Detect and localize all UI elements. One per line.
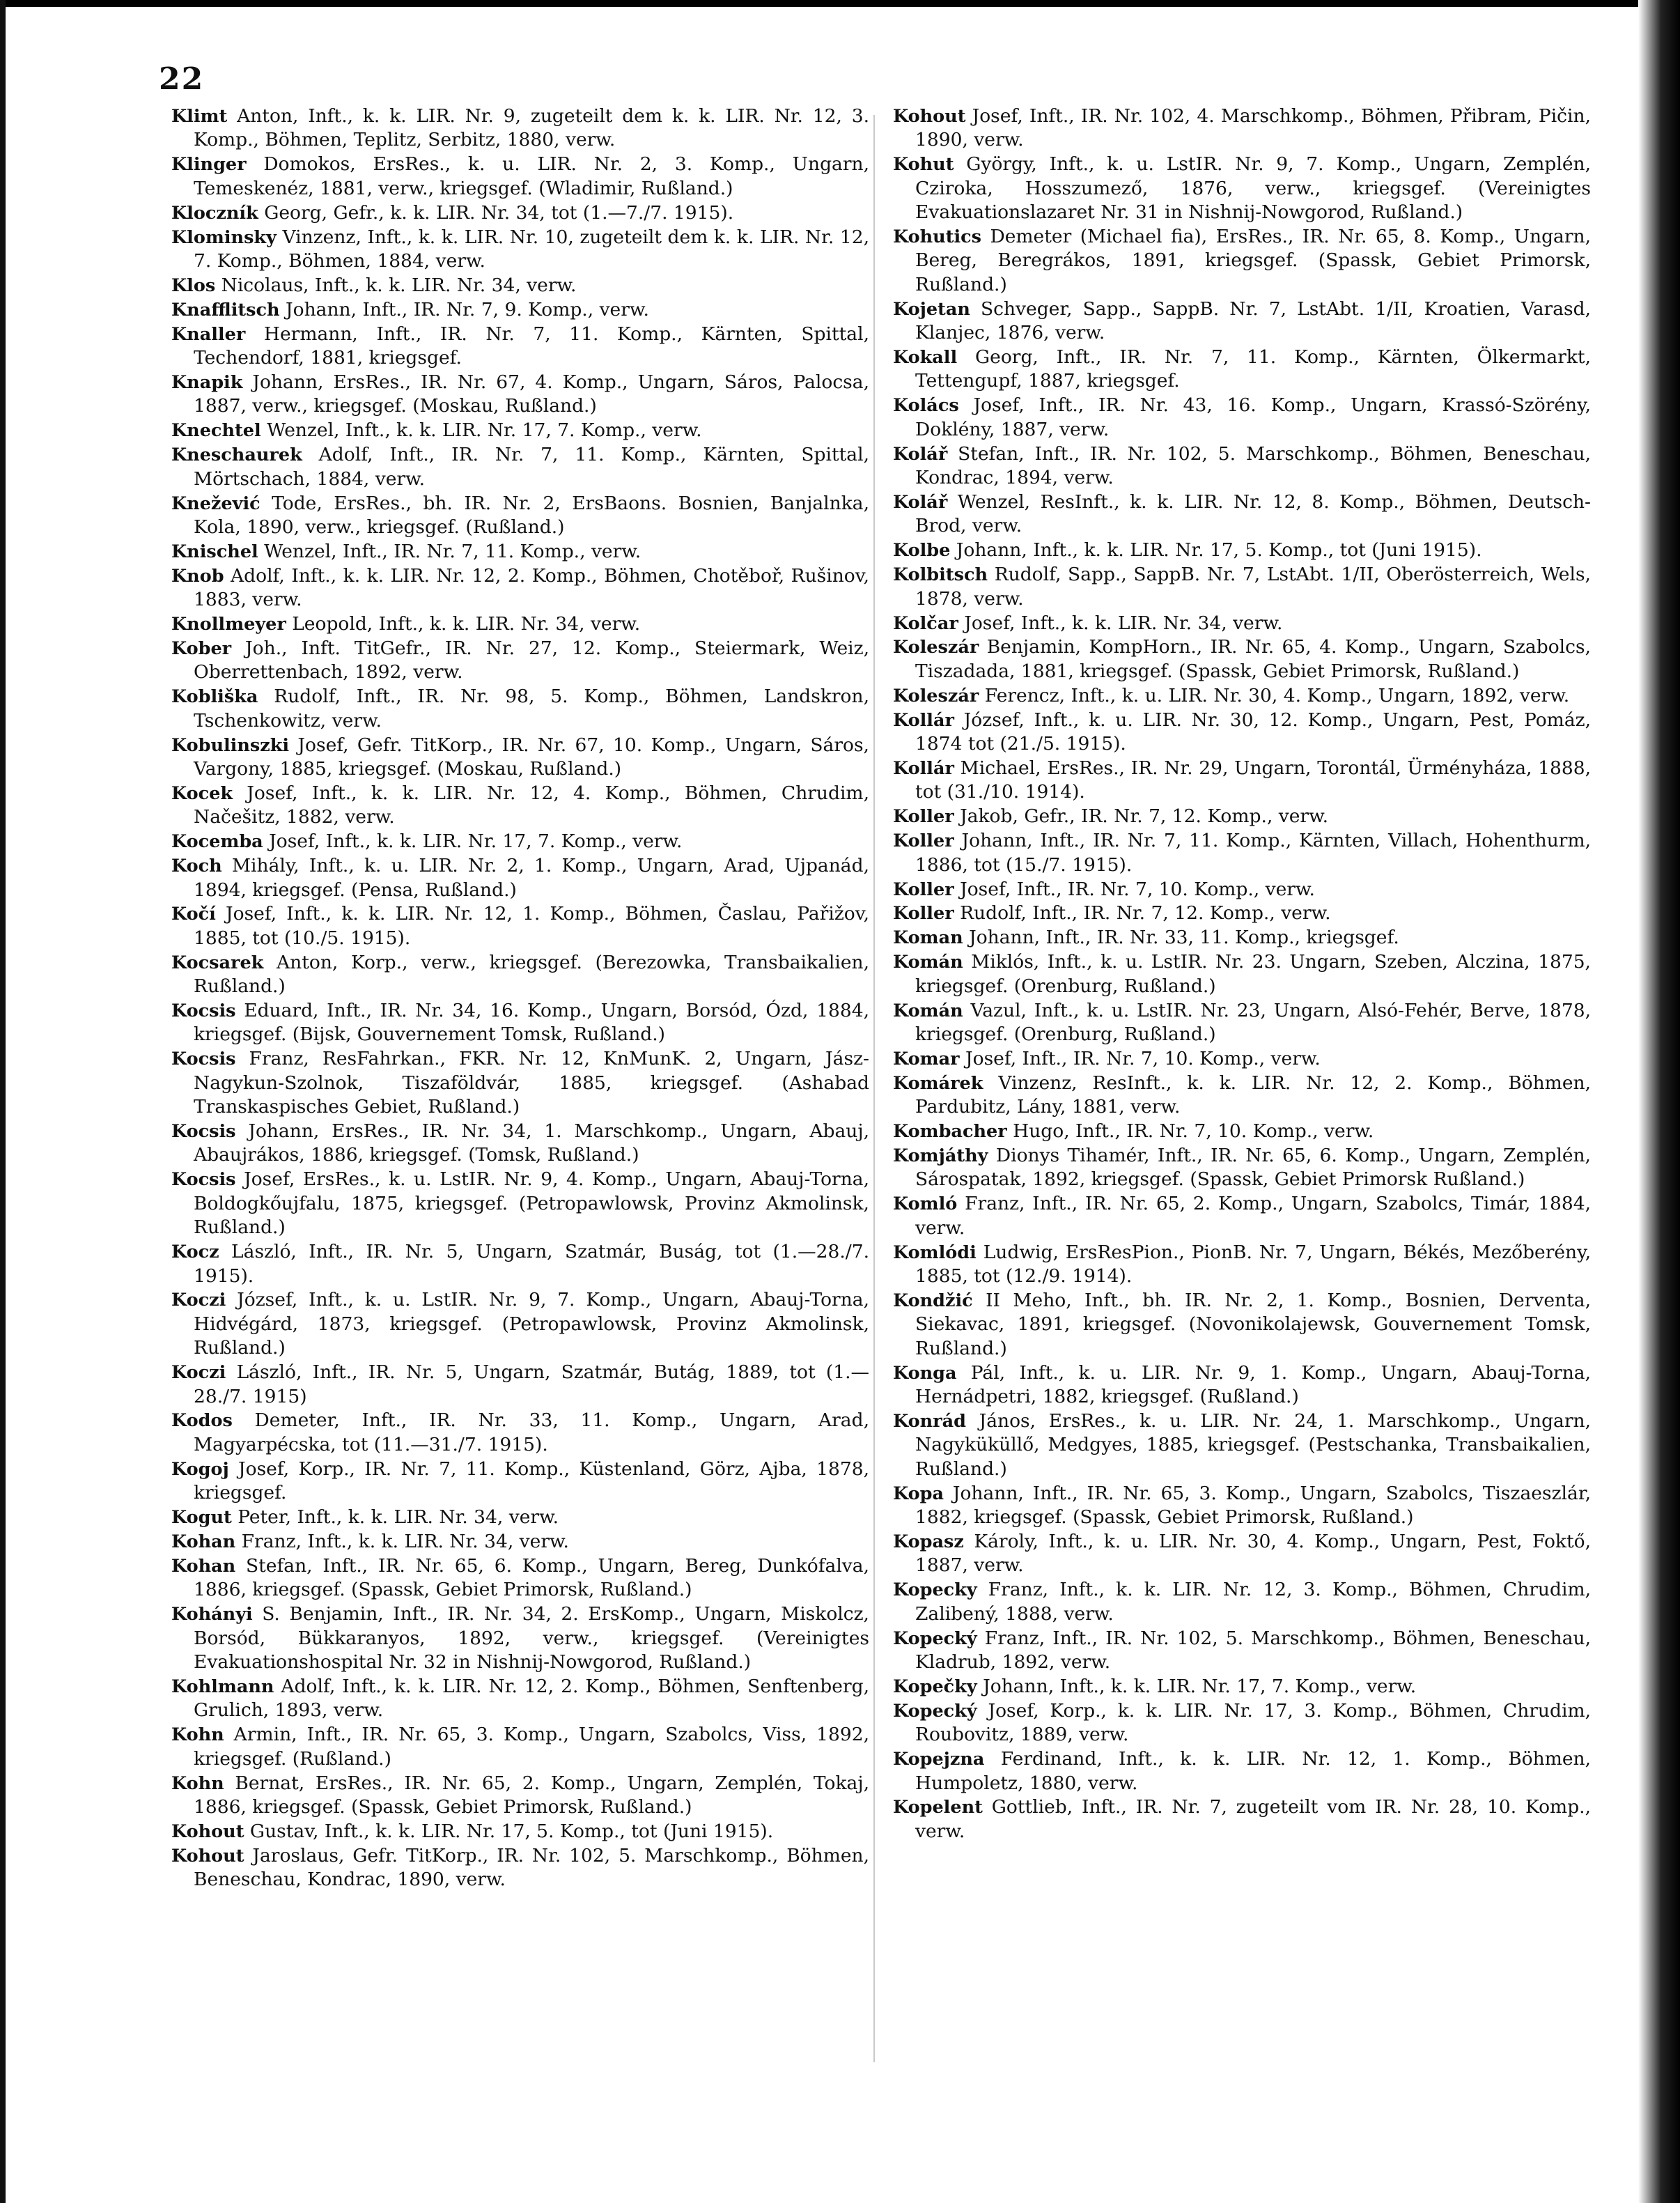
entry-surname: Kocz (171, 1242, 219, 1263)
entry-surname: Kohányi (171, 1604, 253, 1625)
entry-surname: Kopecky (893, 1579, 977, 1601)
list-entry (893, 346, 1591, 394)
entry-details: II Meho, Inft., bh. IR. Nr. 2, 1. Komp., Bosnien, Derventa, Siekavac, 1891, kriegsgef. (Novonikolajewsk, Gouvernement Tomsk, Rußland.) (915, 1289, 1591, 1359)
list-entry (893, 1289, 1591, 1361)
list-entry (893, 442, 1591, 490)
entry-surname: Koller (893, 879, 954, 900)
list-entry (893, 1578, 1591, 1626)
entry-details: Wenzel, Inft., k. k. LIR. Nr. 17, 7. Komp., verw. (260, 419, 702, 442)
entry-surname: Kolář (893, 492, 948, 513)
entry-surname: Kober (171, 637, 232, 659)
list-entry (893, 1699, 1591, 1747)
list-entry (171, 1530, 869, 1554)
entry-details: Vazul, Inft., k. u. LstIR. Nr. 23, Ungarn, Alsó-Fehér, Berve, 1878, kriegsgef. (Orenburg, Rußland.) (915, 999, 1591, 1045)
list-entry (171, 1458, 869, 1506)
entry-details: Franz, Inft., IR. Nr. 65, 2. Komp., Ungarn, Szabolcs, Timár, 1884, verw. (915, 1193, 1591, 1239)
list-entry (171, 1554, 869, 1602)
list-entry (171, 902, 869, 950)
entry-surname: Koller (893, 903, 954, 925)
entry-details: Joh., Inft. TitGefr., IR. Nr. 27, 12. Komp., Steiermark, Weiz, Oberrettenbach, 1892, verw. (194, 637, 869, 683)
entry-surname: Knafflitsch (171, 299, 280, 320)
entry-details: Hugo, Inft., IR. Nr. 7, 10. Komp., verw. (1006, 1120, 1374, 1143)
entry-surname: Knaller (171, 323, 246, 345)
entry-surname: Kopecký (893, 1628, 977, 1649)
entry-surname: Knischel (171, 541, 258, 562)
list-entry (893, 1747, 1591, 1795)
entry-surname: Kohn (171, 1724, 224, 1746)
entry-details: Gustav, Inft., k. k. LIR. Nr. 17, 5. Komp., tot (Juni 1915). (244, 1820, 774, 1842)
entry-details: Demeter, Inft., IR. Nr. 33, 11. Komp., Ungarn, Arad, Magyarpécska, tot (11.—31./7. 1915). (194, 1409, 869, 1455)
entry-details: Ferdinand, Inft., k. k. LIR. Nr. 12, 1. Komp., Böhmen, Humpoletz, 1880, verw. (915, 1748, 1591, 1794)
entry-surname: Koman (893, 927, 963, 949)
entry-surname: Kohlmann (171, 1676, 274, 1697)
entry-details: Rudolf, Sapp., SappB. Nr. 7, LstAbt. 1/II, Oberösterreich, Wels, 1878, verw. (915, 564, 1591, 610)
list-entry (171, 1675, 869, 1723)
entry-surname: Kohout (171, 1845, 244, 1866)
entry-details: Josef, Inft., IR. Nr. 7, 10. Komp., verw. (954, 878, 1315, 900)
entry-details: Leopold, Inft., k. k. LIR. Nr. 34, verw. (286, 613, 641, 635)
entry-surname: Komar (893, 1048, 960, 1069)
list-entry (893, 635, 1591, 683)
list-entry (171, 419, 869, 442)
entry-details: Josef, Inft., k. k. LIR. Nr. 12, 1. Komp., Böhmen, Časlau, Pařižov, 1885, tot (10./5. 1915). (194, 903, 869, 949)
list-entry (893, 1361, 1591, 1409)
entry-surname: Kogoj (171, 1458, 229, 1480)
entry-details: Johann, Inft., IR. Nr. 7, 11. Komp., Kärnten, Villach, Hohenthurm, 1886, tot (15./7. 1915). (915, 830, 1591, 876)
entry-details: Ferencz, Inft., k. u. LIR. Nr. 30, 4. Komp., Ungarn, 1892, verw. (979, 684, 1570, 706)
entry-surname: Kopečky (893, 1676, 977, 1697)
list-entry (171, 612, 869, 636)
entry-surname: Knapik (171, 371, 243, 393)
entry-surname: Kolbe (893, 540, 951, 562)
entry-surname: Kolbitsch (893, 564, 988, 586)
entry-details: Josef, Inft., k. k. LIR. Nr. 34, verw. (958, 612, 1283, 634)
entry-surname: Kohutics (893, 226, 982, 248)
entry-surname: Kogut (171, 1507, 232, 1529)
entry-details: Adolf, Inft., k. k. LIR. Nr. 12, 2. Komp., Böhmen, Senftenberg, Grulich, 1893, verw. (194, 1675, 869, 1722)
list-entry (893, 1072, 1591, 1120)
list-entry (893, 684, 1591, 708)
list-entry (893, 297, 1591, 346)
entry-surname: Komán (893, 952, 963, 973)
entry-details: Schveger, Sapp., SappB. Nr. 7, LstAbt. 1/II, Kroatien, Varasd, Klanjec, 1876, verw. (915, 297, 1591, 344)
list-entry (171, 564, 869, 612)
list-entry (893, 709, 1591, 757)
entry-surname: Kobliška (171, 686, 258, 708)
entry-details: Johann, Inft., IR. Nr. 65, 3. Komp., Ungarn, Szabolcs, Tiszaeszlár, 1882, kriegsgef. (Spassk, Gebiet Primorsk, Rußland.) (915, 1482, 1591, 1529)
entry-surname: Kocemba (171, 831, 263, 853)
list-entry (171, 105, 869, 153)
entry-surname: Kohout (171, 1821, 244, 1842)
entry-details: Johann, Inft., IR. Nr. 7, 9. Komp., verw. (279, 298, 649, 320)
list-entry (171, 782, 869, 830)
list-entry (171, 1409, 869, 1457)
entry-details: József, Inft., k. u. LIR. Nr. 30, 12. Komp., Ungarn, Pest, Pomáz, 1874 tot (21./5. 1915). (915, 709, 1591, 755)
entry-surname: Koleszár (893, 685, 979, 706)
list-entry (893, 1482, 1591, 1530)
list-entry (893, 612, 1591, 635)
entry-details: Josef, Korp., k. k. LIR. Nr. 17, 3. Komp., Böhmen, Chrudim, Roubovitz, 1889, verw. (915, 1699, 1591, 1746)
entry-details: Josef, Gefr. TitKorp., IR. Nr. 67, 10. Komp., Ungarn, Sáros, Vargony, 1885, kriegsgef. (Moskau, Rußland.) (194, 734, 869, 780)
entry-details: Johann, ErsRes., IR. Nr. 67, 4. Komp., Ungarn, Sáros, Palocsa, 1887, verw., kriegsgef. (Moskau, Rußland.) (194, 371, 869, 417)
list-entry (893, 105, 1591, 153)
entry-details: Rudolf, Inft., IR. Nr. 98, 5. Komp., Böhmen, Landskron, Tschenkowitz, verw. (194, 686, 869, 732)
entry-details: Eduard, Inft., IR. Nr. 34, 16. Komp., Ungarn, Borsód, Ózd, 1884, kriegsgef. (Bijsk, Gouvernement Tomsk, Rußland.) (194, 1000, 869, 1046)
entry-surname: Kopelent (893, 1797, 983, 1818)
entry-details: Mihály, Inft., k. u. LIR. Nr. 2, 1. Komp., Ungarn, Arad, Ujpanád, 1894, kriegsgef. (Pensa, Rußland.) (194, 855, 869, 901)
entry-surname: Kocsis (171, 1169, 236, 1191)
list-entry (171, 1361, 869, 1409)
entry-surname: Knollmeyer (171, 614, 286, 635)
list-entry (893, 1795, 1591, 1843)
entry-details: S. Benjamin, Inft., IR. Nr. 34, 2. ErsKomp., Ungarn, Miskolcz, Borsód, Bükkaranyos, 1892, verw., kriegsgef. (Vereinigtes Evakuationshospital Nr. 32 in Nishnij-Nowgorod, Rußland.) (194, 1603, 869, 1673)
entry-details: Demeter (Michael fia), ErsRes., IR. Nr. 65, 8. Komp., Ungarn, Bereg, Beregrákos, 1891, kriegsgef. (Spassk, Gebiet Primorsk, Rußland.) (915, 226, 1591, 295)
entry-surname: Kollár (893, 709, 954, 731)
entry-details: Adolf, Inft., IR. Nr. 7, 11. Komp., Kärnten, Spittal, Mörtschach, 1884, verw. (194, 444, 869, 490)
list-entry (171, 951, 869, 999)
list-entry (893, 1192, 1591, 1240)
list-entry (171, 492, 869, 540)
entry-details: József, Inft., k. u. LstIR. Nr. 9, 7. Komp., Ungarn, Abauj-Torna, Hidvégárd, 1873, kriegsgef. (Petropawlowsk, Provinz Akmolinsk, Rußland.) (194, 1289, 869, 1359)
entry-details: Adolf, Inft., k. k. LIR. Nr. 12, 2. Komp., Böhmen, Chotěboř, Rušinov, 1883, verw. (194, 564, 869, 611)
list-entry (171, 443, 869, 491)
entry-details: Johann, Inft., k. k. LIR. Nr. 17, 5. Komp., tot (Juni 1915). (950, 539, 1482, 562)
entry-details: Miklós, Inft., k. u. LstIR. Nr. 23. Ungarn, Szeben, Alczina, 1875, kriegsgef. (Orenburg, Rußland.) (915, 951, 1591, 997)
entry-surname: Kočí (171, 904, 216, 925)
entry-surname: Komlódi (893, 1242, 977, 1263)
list-entry (171, 371, 869, 419)
list-entry (893, 225, 1591, 297)
list-entry (171, 298, 869, 322)
entry-surname: Kneschaurek (171, 445, 302, 466)
list-entry (893, 1530, 1591, 1578)
list-entry (171, 830, 869, 853)
entry-surname: Kokall (893, 347, 958, 369)
entry-details: Anton, Korp., verw., kriegsgef. (Berezowka, Transbaikalien, Rußland.) (194, 951, 869, 998)
list-entry (171, 1844, 869, 1892)
entry-surname: Komán (893, 1000, 963, 1021)
entry-details: Domokos, ErsRes., k. u. LIR. Nr. 2, 3. Komp., Ungarn, Temeskenéz, 1881, verw., kriegsgef. (Wladimir, Rußland.) (194, 153, 869, 199)
entry-surname: Kopa (893, 1483, 944, 1504)
list-entry (893, 490, 1591, 539)
entry-surname: Kopecký (893, 1700, 977, 1722)
entry-details: Georg, Inft., IR. Nr. 7, 11. Komp., Kärnten, Ölkermarkt, Tettengupf, 1887, kriegsgef. (915, 346, 1591, 392)
entry-surname: Kolács (893, 395, 959, 417)
list-entry (893, 394, 1591, 442)
list-entry (893, 1144, 1591, 1192)
entry-details: Josef, ErsRes., k. u. LstIR. Nr. 9, 4. Komp., Ungarn, Abauj-Torna, Boldogkőujfalu, 1875, kriegsgef. (Petropawlowsk, Provinz Akmolinsk, Rußland.) (194, 1168, 869, 1239)
entry-details: László, Inft., IR. Nr. 5, Ungarn, Szatmár, Buság, tot (1.—28./7. 1915). (194, 1241, 869, 1287)
entry-details: Franz, ResFahrkan., FKR. Nr. 12, KnMunK. 2, Ungarn, Jász-Nagykun-Szolnok, Tiszaföldvár, 1885, kriegsgef. (Ashabad Transkaspisches Gebiet, Rußland.) (194, 1048, 869, 1118)
list-entry (893, 1627, 1591, 1675)
entry-details: Josef, Inft., k. k. LIR. Nr. 17, 7. Komp., verw. (263, 830, 683, 853)
list-entry (893, 829, 1591, 877)
list-entry (171, 1820, 869, 1843)
entry-details: Josef, Inft., IR. Nr. 7, 10. Komp., verw. (959, 1047, 1321, 1069)
entry-surname: Koller (893, 830, 954, 852)
list-entry (893, 153, 1591, 224)
list-entry (171, 274, 869, 297)
entry-surname: Kocsarek (171, 952, 264, 973)
entry-details: Gottlieb, Inft., IR. Nr. 7, zugeteilt vom IR. Nr. 28, 10. Komp., verw. (915, 1796, 1591, 1842)
entry-surname: Knechtel (171, 420, 261, 442)
entry-surname: Koczi (171, 1290, 226, 1311)
entry-surname: Konga (893, 1362, 957, 1384)
list-entry (171, 734, 869, 782)
entry-surname: Knežević (171, 493, 260, 514)
entry-surname: Komjáthy (893, 1145, 988, 1166)
scan-border-left (0, 0, 6, 2203)
list-entry (893, 950, 1591, 998)
entry-surname: Kondžić (893, 1290, 973, 1311)
list-entry (171, 1602, 869, 1674)
entry-details: Wenzel, ResInft., k. k. LIR. Nr. 12, 8. Komp., Böhmen, Deutsch-Brod, verw. (915, 491, 1591, 537)
entry-details: Johann, ErsRes., IR. Nr. 34, 1. Marschkomp., Ungarn, Abauj, Abaujrákos, 1886, kriegsgef. (Tomsk, Rußland.) (194, 1120, 869, 1166)
entry-surname: Kocsis (171, 1121, 236, 1143)
page-number: 22 (159, 61, 205, 97)
list-entry (171, 1288, 869, 1360)
entry-details: Hermann, Inft., IR. Nr. 7, 11. Komp., Kärnten, Spittal, Techendorf, 1881, kriegsgef. (194, 323, 869, 369)
scan-border-top (0, 0, 1680, 7)
list-entry (171, 999, 869, 1047)
column-divider (873, 115, 875, 2062)
entry-surname: Kohut (893, 154, 954, 176)
scan-border-right (1638, 0, 1680, 2203)
entry-surname: Klinger (171, 154, 247, 176)
entry-details: Franz, Inft., k. k. LIR. Nr. 34, verw. (235, 1530, 569, 1552)
entry-surname: Koller (893, 806, 954, 828)
list-entry (171, 540, 869, 564)
entry-details: Johann, Inft., IR. Nr. 33, 11. Komp., kriegsgef. (963, 927, 1399, 949)
entry-details: Nicolaus, Inft., k. k. LIR. Nr. 34, verw. (215, 274, 577, 296)
list-entry (893, 1241, 1591, 1289)
entry-details: Georg, Gefr., k. k. LIR. Nr. 34, tot (1.—7./7. 1915). (258, 201, 734, 224)
entry-details: Dionys Tihamér, Inft., IR. Nr. 65, 6. Komp., Ungarn, Zemplén, Sárospatak, 1892, kriegsgef. (Spassk, Gebiet Primorsk Rußland.) (915, 1144, 1591, 1191)
entry-surname: Komárek (893, 1072, 983, 1094)
list-entry (171, 153, 869, 201)
entry-surname: Kohout (893, 106, 966, 127)
entry-details: György, Inft., k. u. LstIR. Nr. 9, 7. Komp., Ungarn, Zemplén, Cziroka, Hosszumező, 1876, verw., kriegsgef. (Vereinigtes Evakuationslazaret Nr. 31 in Nishnij-Nowgorod, Rußland.) (915, 153, 1591, 224)
entry-details: Bernat, ErsRes., IR. Nr. 65, 2. Komp., Ungarn, Zemplén, Tokaj, 1886, kriegsgef. (Spassk, Gebiet Primorsk, Rußland.) (194, 1772, 869, 1818)
list-entry (893, 878, 1591, 902)
entry-details: Jaroslaus, Gefr. TitKorp., IR. Nr. 102, 5. Marschkomp., Böhmen, Beneschau, Kondrac, 1890, verw. (194, 1844, 869, 1891)
entry-details: Wenzel, Inft., IR. Nr. 7, 11. Komp., verw. (258, 540, 641, 562)
entry-surname: Kocsis (171, 1000, 236, 1022)
entry-surname: Konrád (893, 1410, 966, 1432)
entry-details: János, ErsRes., k. u. LIR. Nr. 24, 1. Marschkomp., Ungarn, Nagyküküllő, Medgyes, 1885, kriegsgef. (Pestschanka, Transbaikalien, Rußland.) (915, 1409, 1591, 1480)
list-entry (171, 1772, 869, 1820)
entry-details: Rudolf, Inft., IR. Nr. 7, 12. Komp., verw. (954, 902, 1331, 925)
entry-details: Johann, Inft., k. k. LIR. Nr. 17, 7. Komp., verw. (977, 1675, 1417, 1697)
entry-surname: Kohn (171, 1772, 224, 1794)
entry-details: Anton, Inft., k. k. LIR. Nr. 9, zugeteilt dem k. k. LIR. Nr. 12, 3. Komp., Böhmen, Teplitz, Serbitz, 1880, verw. (194, 105, 869, 151)
entry-details: Josef, Inft., IR. Nr. 102, 4. Marschkomp., Böhmen, Přibram, Pičin, 1890, verw. (915, 105, 1591, 151)
list-entry (893, 563, 1591, 611)
entry-details: Benjamin, KompHorn., IR. Nr. 65, 4. Komp., Ungarn, Szabolcs, Tiszadada, 1881, kriegsgef. (Spassk, Gebiet Primorsk, Rußland.) (915, 636, 1591, 682)
list-entry (171, 854, 869, 902)
list-entry (171, 201, 869, 225)
entry-surname: Knob (171, 565, 224, 587)
entry-surname: Kobulinszki (171, 734, 290, 756)
entry-surname: Kocsis (171, 1049, 236, 1070)
list-entry (171, 1047, 869, 1119)
entry-surname: Klos (171, 275, 216, 296)
entry-details: Vinzenz, Inft., k. k. LIR. Nr. 10, zugeteilt dem k. k. LIR. Nr. 12, 7. Komp., Böhmen, 1884, verw. (194, 226, 869, 272)
entry-details: Michael, ErsRes., IR. Nr. 29, Ungarn, Torontál, Ürményháza, 1888, tot (31./10. 1914). (915, 757, 1591, 803)
entry-details: Franz, Inft., IR. Nr. 102, 5. Marschkomp., Böhmen, Beneschau, Kladrub, 1892, verw. (915, 1627, 1591, 1673)
list-entry (171, 1120, 869, 1168)
entry-details: László, Inft., IR. Nr. 5, Ungarn, Szatmár, Butág, 1889, tot (1.—28./7. 1915) (194, 1361, 869, 1407)
entry-surname: Kombacher (893, 1121, 1007, 1143)
entry-surname: Kolčar (893, 612, 958, 634)
list-entry (171, 1168, 869, 1239)
entry-surname: Klominsky (171, 226, 277, 248)
list-entry (893, 757, 1591, 805)
list-entry (893, 1409, 1591, 1481)
entry-details: Vinzenz, ResInft., k. k. LIR. Nr. 12, 2. Komp., Böhmen, Pardubitz, Lány, 1881, verw. (915, 1072, 1591, 1118)
entry-details: Peter, Inft., k. k. LIR. Nr. 34, verw. (231, 1506, 559, 1529)
entry-details: Josef, Inft., k. k. LIR. Nr. 12, 4. Komp., Böhmen, Chrudim, Načešitz, 1882, verw. (194, 782, 869, 828)
list-entry (893, 902, 1591, 925)
list-entry (171, 685, 869, 733)
entry-details: Pál, Inft., k. u. LIR. Nr. 9, 1. Komp., Ungarn, Abauj-Torna, Hernádpetri, 1882, kriegsgef. (Rußland.) (915, 1361, 1591, 1408)
entry-surname: Koleszár (893, 637, 979, 658)
list-entry (171, 1240, 869, 1288)
entry-details: Armin, Inft., IR. Nr. 65, 3. Komp., Ungarn, Szabolcs, Viss, 1892, kriegsgef. (Rußland.) (194, 1724, 869, 1770)
entry-surname: Klimt (171, 106, 228, 127)
entry-details: Tode, ErsRes., bh. IR. Nr. 2, ErsBaons. Bosnien, Banjalnka, Kola, 1890, verw., kriegsgef. (Rußland.) (194, 492, 869, 538)
entry-surname: Kloczník (171, 202, 258, 224)
entry-surname: Kopasz (893, 1531, 964, 1552)
entry-surname: Kolář (893, 443, 948, 465)
entry-surname: Koczi (171, 1362, 226, 1384)
entry-surname: Komló (893, 1193, 958, 1215)
entry-details: Josef, Korp., IR. Nr. 7, 11. Komp., Küstenland, Görz, Ajba, 1878, kriegsgef. (194, 1458, 869, 1504)
list-entry (893, 1675, 1591, 1699)
list-entry (171, 1506, 869, 1529)
list-entry (893, 539, 1591, 562)
entry-details: Franz, Inft., k. k. LIR. Nr. 12, 3. Komp., Böhmen, Chrudim, Zalibený, 1888, verw. (915, 1579, 1591, 1625)
entry-surname: Kohan (171, 1531, 236, 1552)
list-entry (893, 926, 1591, 950)
entry-surname: Kojetan (893, 298, 970, 320)
entry-surname: Kodos (171, 1410, 233, 1432)
list-entry (171, 637, 869, 685)
entry-surname: Kocek (171, 782, 233, 804)
entry-surname: Kopejzna (893, 1749, 985, 1770)
right-column (893, 105, 1591, 1844)
entry-details: Károly, Inft., k. u. LIR. Nr. 30, 4. Komp., Ungarn, Pest, Foktő, 1887, verw. (915, 1530, 1591, 1577)
entry-details: Josef, Inft., IR. Nr. 43, 16. Komp., Ungarn, Krassó-Szörény, Doklény, 1887, verw. (915, 394, 1591, 440)
list-entry (893, 1047, 1591, 1071)
entry-details: Jakob, Gefr., IR. Nr. 7, 12. Komp., verw. (954, 805, 1329, 828)
entry-surname: Kollár (893, 757, 954, 779)
left-column (171, 105, 869, 1892)
entry-details: Stefan, Inft., IR. Nr. 65, 6. Komp., Ungarn, Bereg, Dunkófalva, 1886, kriegsgef. (Spassk, Gebiet Primorsk, Rußland.) (194, 1554, 869, 1601)
entry-surname: Kohan (171, 1555, 236, 1577)
entry-details: Stefan, Inft., IR. Nr. 102, 5. Marschkomp., Böhmen, Beneschau, Kondrac, 1894, verw. (915, 442, 1591, 489)
entry-details: Ludwig, ErsResPion., PionB. Nr. 7, Ungarn, Békés, Mezőberény, 1885, tot (12./9. 1914). (915, 1241, 1591, 1287)
list-entry (171, 323, 869, 371)
list-entry (893, 999, 1591, 1047)
entry-surname: Koch (171, 856, 222, 877)
list-entry (171, 1723, 869, 1771)
list-entry (171, 226, 869, 274)
list-entry (893, 1120, 1591, 1143)
list-entry (893, 805, 1591, 828)
